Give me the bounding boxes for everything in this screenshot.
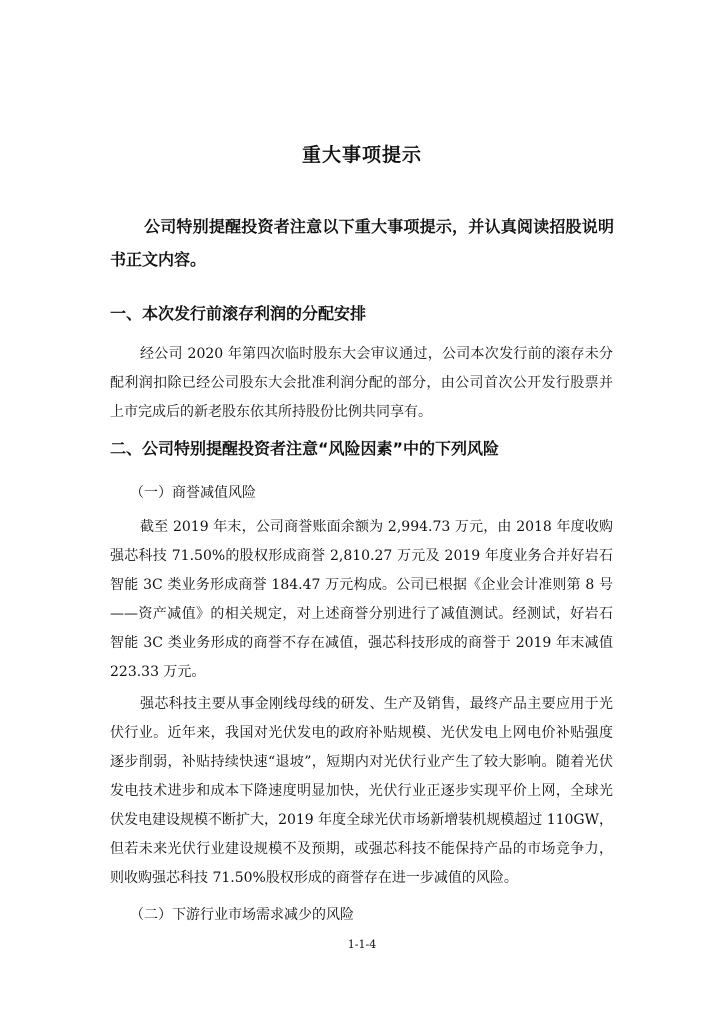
- subsection-2-heading: （二）下游行业市场需求减少的风险: [130, 907, 354, 923]
- subsection-1-paragraph-1: 截至 2019 年末，公司商誉账面余额为 2,994.73 万元，由 2018 年度收购强芯科技 71.50%的股权形成商誉 2,810.27 万元及 2019 年度业务合并好岩石智能 3C 类业务形成商誉 184.47 万元构成。公司已根据《企业会计准则第 8 号——资产减值》的相关规定，对上述商誉分别进行了减值测试。经测试，好岩石智能 3C 类业务形成的商誉不存在减值，强芯科技形成的商誉于 2019 年末减值 223.33 万元。: [110, 519, 613, 680]
- section-2-heading: 二、公司特别提醒投资者注意“风险因素”中的下列风险: [110, 439, 500, 458]
- subsection-1-heading: （一）商誉减值风险: [130, 485, 256, 501]
- subsection-1-paragraph-2: 强芯科技主要从事金刚线母线的研发、生产及销售，最终产品主要应用于光伏行业。近年来，我国对光伏发电的政府补贴规模、光伏发电上网电价补贴强度逐步削弱，补贴持续快速“退坡”，短期内对光伏行业产生了较大影响。随着光伏发电技术进步和成本下降速度明显加快，光伏行业正逐步实现平价上网，全球光伏发电建设规模不断扩大，2019 年度全球光伏市场新增装机规模超过 110GW，但若未来光伏行业建设规模不及预期，或强芯科技不能保持产品的市场竞争力，则收购强芯科技 71.50%股权形成的商誉存在进一步减值的风险。: [110, 696, 613, 886]
- section-1-paragraph: 经公司 2020 年第四次临时股东大会审议通过，公司本次发行前的滚存未分配利润扣除已经公司股东大会批准利润分配的部分，由公司首次公开发行股票并上市完成后的新老股东依其所持股份比例共同享有。: [110, 346, 613, 420]
- section-1-heading: 一、本次发行前滚存利润的分配安排: [110, 304, 367, 323]
- page-title: 重大事项提示: [301, 144, 422, 166]
- intro-paragraph: 公司特别提醒投资者注意以下重大事项提示，并认真阅读招股说明书正文内容。: [110, 217, 614, 269]
- page-number: 1-1-4: [347, 938, 377, 951]
